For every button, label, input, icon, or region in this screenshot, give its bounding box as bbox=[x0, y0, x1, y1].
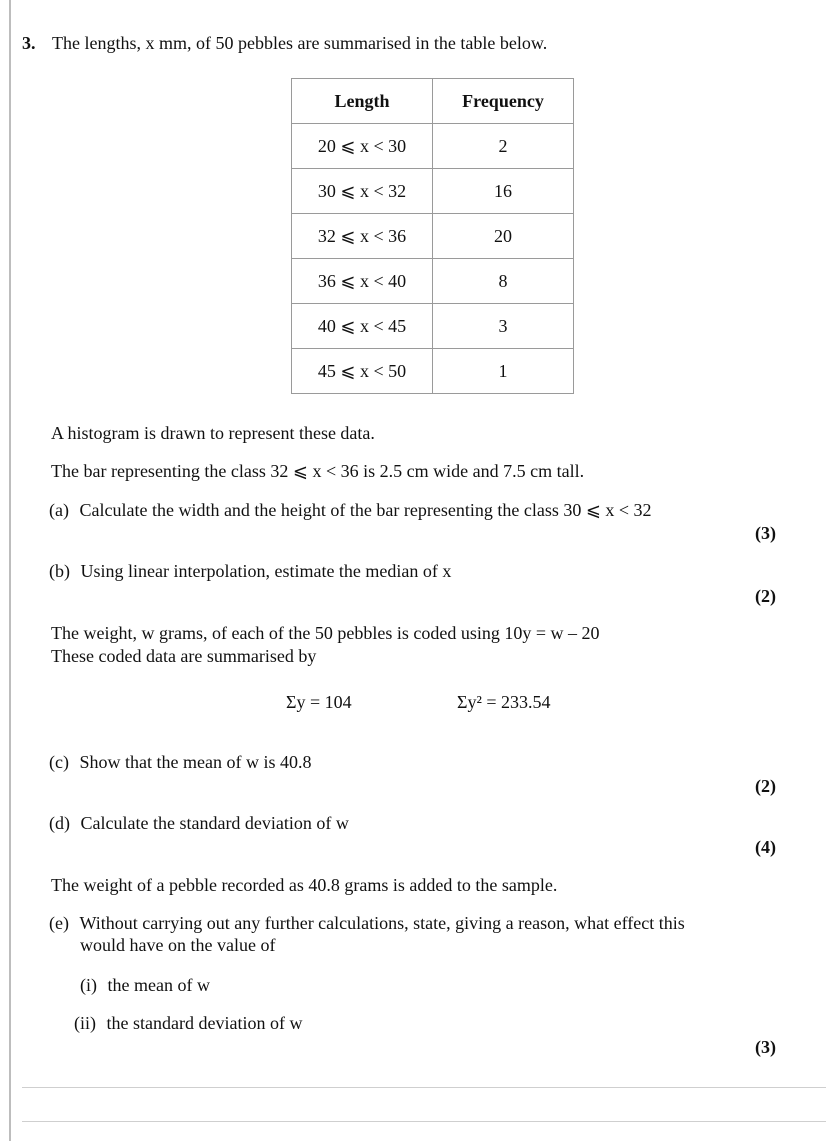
table-row bbox=[292, 304, 574, 349]
part-c-marks: (2) bbox=[755, 776, 776, 796]
part-c-label: (c) bbox=[49, 752, 69, 772]
part-b-label: (b) bbox=[49, 561, 70, 581]
part-b-text: Using linear interpolation, estimate the median of x bbox=[80, 561, 452, 581]
part-e-i bbox=[80, 975, 210, 996]
table-row bbox=[292, 124, 574, 169]
left-margin-bar bbox=[9, 0, 11, 1141]
coding-summary-intro: These coded data are summarised by bbox=[51, 646, 317, 666]
part-a-marks: (3) bbox=[755, 523, 776, 543]
part-e-ii-text: the standard deviation of w bbox=[106, 1013, 303, 1033]
length-cell: 20 ⩽ x < 30 bbox=[292, 124, 433, 169]
frequency-cell: 2 bbox=[433, 124, 574, 169]
answer-line bbox=[22, 1087, 826, 1088]
part-a-label: (a) bbox=[49, 500, 69, 520]
part-c bbox=[49, 752, 311, 773]
part-d-marks: (4) bbox=[755, 837, 776, 857]
part-d bbox=[49, 813, 349, 834]
question-number: 3. bbox=[22, 33, 36, 53]
frequency-cell: 3 bbox=[433, 304, 574, 349]
part-e-ii bbox=[74, 1013, 302, 1034]
length-cell: 32 ⩽ x < 36 bbox=[292, 214, 433, 259]
part-d-label: (d) bbox=[49, 813, 70, 833]
frequency-table bbox=[291, 78, 574, 394]
sum-y-squared: Σy² = 233.54 bbox=[457, 692, 551, 712]
frequency-cell: 1 bbox=[433, 349, 574, 394]
table-row bbox=[292, 214, 574, 259]
question-header bbox=[22, 33, 547, 54]
added-pebble-statement: The weight of a pebble recorded as 40.8 grams is added to the sample. bbox=[51, 875, 558, 895]
sum-y: Σy = 104 bbox=[286, 692, 352, 712]
table-header-row bbox=[292, 79, 574, 124]
bar-dimensions-statement: The bar representing the class 32 ⩽ x < 36 is 2.5 cm wide and 7.5 cm tall. bbox=[51, 461, 585, 481]
length-cell: 36 ⩽ x < 40 bbox=[292, 259, 433, 304]
part-e-text-line2: would have on the value of bbox=[80, 935, 276, 955]
part-e-label: (e) bbox=[49, 913, 69, 933]
length-cell: 40 ⩽ x < 45 bbox=[292, 304, 433, 349]
part-d-text: Calculate the standard deviation of w bbox=[80, 813, 349, 833]
table-row bbox=[292, 259, 574, 304]
header-frequency: Frequency bbox=[433, 79, 574, 124]
answer-line bbox=[22, 1121, 826, 1122]
table-row bbox=[292, 169, 574, 214]
part-e-marks: (3) bbox=[755, 1037, 776, 1057]
part-c-text: Show that the mean of w is 40.8 bbox=[79, 752, 312, 772]
part-e-i-text: the mean of w bbox=[107, 975, 210, 995]
question-intro: The lengths, x mm, of 50 pebbles are summarised in the table below. bbox=[52, 33, 548, 53]
histogram-statement: A histogram is drawn to represent these data. bbox=[51, 423, 375, 443]
frequency-cell: 20 bbox=[433, 214, 574, 259]
length-cell: 30 ⩽ x < 32 bbox=[292, 169, 433, 214]
part-a-text: Calculate the width and the height of the bar representing the class 30 ⩽ x < 32 bbox=[79, 500, 652, 520]
part-e bbox=[49, 913, 685, 934]
table-row bbox=[292, 349, 574, 394]
coding-statement: The weight, w grams, of each of the 50 pebbles is coded using 10y = w – 20 bbox=[51, 623, 600, 643]
part-b bbox=[49, 561, 451, 582]
part-b-marks: (2) bbox=[755, 586, 776, 606]
frequency-cell: 8 bbox=[433, 259, 574, 304]
part-a bbox=[49, 500, 652, 521]
part-e-i-label: (i) bbox=[80, 975, 97, 995]
length-cell: 45 ⩽ x < 50 bbox=[292, 349, 433, 394]
part-e-text-line1: Without carrying out any further calculations, state, giving a reason, what effect this bbox=[79, 913, 685, 933]
part-e-ii-label: (ii) bbox=[74, 1013, 96, 1033]
frequency-cell: 16 bbox=[433, 169, 574, 214]
header-length: Length bbox=[292, 79, 433, 124]
